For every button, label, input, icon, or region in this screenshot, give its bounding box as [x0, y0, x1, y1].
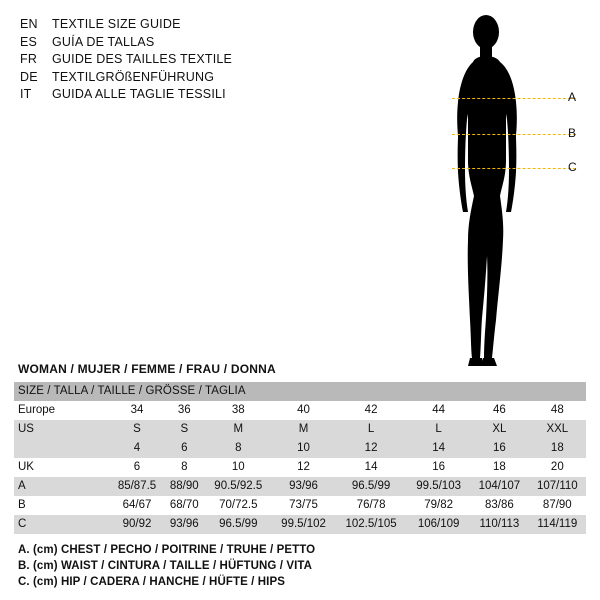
cell: 96.5/99 — [219, 518, 258, 530]
cell: 79/82 — [424, 499, 453, 511]
cell: 8 — [235, 442, 242, 454]
language-title-de: TEXTILGRÖßENFÜHRUNG — [52, 69, 215, 84]
cell: 18 — [550, 442, 564, 454]
table-row — [14, 439, 586, 458]
cell: 34 — [130, 404, 144, 416]
cell: M — [233, 423, 244, 435]
cell: 83/86 — [484, 499, 514, 511]
size-table — [14, 382, 586, 534]
cell: 104/107 — [478, 480, 521, 492]
language-code-en: EN — [20, 17, 38, 31]
cell: 36 — [177, 404, 191, 416]
cell: 14 — [364, 461, 378, 473]
cell: 96.5/99 — [351, 480, 391, 492]
cell: 107/110 — [536, 480, 578, 492]
language-code-fr: FR — [20, 52, 38, 66]
cell: 20 — [550, 461, 564, 473]
language-title-en: TEXTILE SIZE GUIDE — [52, 17, 181, 31]
language-row-fr — [20, 51, 350, 69]
measure-label-a: A — [568, 90, 577, 104]
table-row — [14, 496, 586, 515]
table-header-label: SIZE / TALLA / TAILLE / GRÖSSE / TAGLIA — [18, 385, 246, 397]
cell: 42 — [364, 404, 378, 416]
table-row — [14, 401, 586, 420]
language-row-en — [20, 16, 350, 34]
cell: 90/92 — [122, 518, 152, 530]
legend-item-b: B. (cm) WAIST / CINTURA / TAILLE / HÜFTUNG / VITA — [18, 560, 313, 572]
language-code-es: ES — [20, 34, 38, 49]
cell: L — [435, 423, 442, 435]
row-label-c: C — [18, 518, 27, 530]
language-code-it: IT — [20, 87, 32, 101]
cell: 93/96 — [169, 518, 199, 530]
cell: 6 — [133, 461, 141, 473]
cell: 44 — [432, 404, 445, 416]
cell: 93/96 — [289, 480, 318, 492]
body-figure — [430, 10, 590, 375]
cell: 4 — [133, 442, 141, 454]
cell: 38 — [231, 404, 245, 416]
measure-label-c: C — [568, 160, 577, 174]
cell: XXL — [546, 423, 569, 435]
cell: 87/90 — [542, 499, 572, 511]
language-code-de: DE — [20, 69, 38, 84]
cell: 14 — [432, 442, 445, 454]
cell: 12 — [364, 442, 378, 454]
table-header-row — [14, 382, 586, 401]
measure-line-c — [452, 168, 576, 169]
cell: 64/67 — [122, 499, 152, 511]
cell: L — [367, 423, 375, 435]
table-row — [14, 420, 586, 439]
row-label-b: B — [18, 499, 26, 511]
cell: 70/72.5 — [219, 499, 258, 511]
row-label-europe: Europe — [18, 404, 56, 416]
cell: 16 — [432, 461, 445, 473]
language-title-it: GUIDA ALLE TAGLIE TESSILI — [52, 87, 226, 101]
cell: 10 — [297, 442, 310, 454]
table-row — [14, 458, 586, 477]
cell: 90.5/92.5 — [214, 480, 263, 492]
cell: 48 — [550, 404, 564, 416]
cell: 6 — [181, 442, 188, 454]
cell: 46 — [492, 404, 506, 416]
measure-line-a — [452, 98, 576, 99]
cell: XL — [492, 423, 507, 435]
legend-item-c: C. (cm) HIP / CADERA / HANCHE / HÜFTE / HIPS — [18, 576, 286, 588]
cell: 8 — [181, 461, 188, 473]
language-title-es: GUÍA DE TALLAS — [52, 34, 155, 49]
row-label-uk: UK — [18, 461, 34, 473]
table-row — [14, 477, 586, 496]
cell: 114/119 — [537, 518, 578, 530]
language-list — [20, 16, 350, 104]
row-label-us: US — [18, 423, 34, 435]
cell: 18 — [492, 461, 506, 473]
cell: 102.5/105 — [345, 518, 397, 530]
cell: M — [298, 423, 309, 435]
cell: 68/70 — [169, 499, 199, 511]
cell: 85/87.5 — [117, 480, 157, 492]
cell: 106/109 — [417, 518, 460, 530]
cell: 99.5/102 — [281, 518, 326, 530]
measure-label-b: B — [568, 126, 577, 140]
language-row-es — [20, 34, 350, 52]
section-title: WOMAN / MUJER / FEMME / FRAU / DONNA — [18, 362, 276, 376]
row-label-us-numeric — [14, 439, 110, 458]
female-silhouette-icon — [430, 10, 590, 375]
language-title-fr: GUIDE DES TAILLES TEXTILE — [52, 52, 233, 66]
language-row-de — [20, 69, 350, 87]
cell: 40 — [297, 404, 310, 416]
cell: 10 — [231, 461, 245, 473]
cell: 88/90 — [169, 480, 199, 492]
cell: 76/78 — [356, 499, 386, 511]
language-row-it — [20, 86, 350, 104]
cell: S — [133, 423, 141, 435]
table-row — [14, 515, 586, 534]
cell: 110/113 — [479, 518, 520, 530]
measure-line-b — [452, 134, 576, 135]
cell: S — [180, 423, 189, 435]
legend-item-a: A. (cm) CHEST / PECHO / POITRINE / TRUHE / PETTO — [18, 544, 316, 556]
row-label-a: A — [18, 480, 26, 492]
cell: 12 — [297, 461, 310, 473]
measurement-legend — [18, 542, 315, 590]
cell: 16 — [492, 442, 506, 454]
cell: 73/75 — [289, 499, 318, 511]
cell: 99.5/103 — [416, 480, 461, 492]
